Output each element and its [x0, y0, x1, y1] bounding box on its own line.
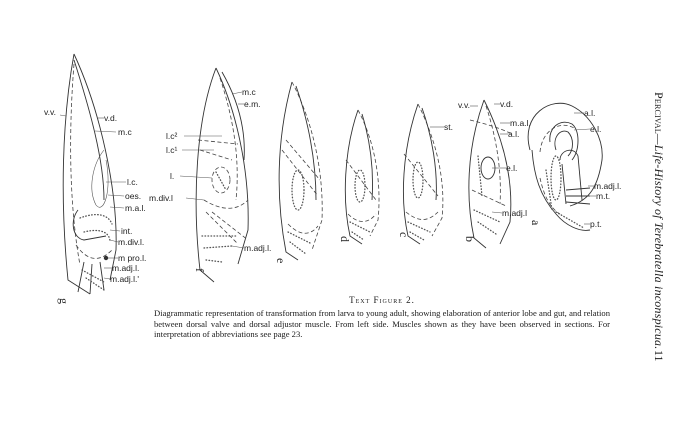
- figure-letter-e: e: [274, 258, 288, 264]
- label-st: st.: [444, 122, 453, 132]
- label-v-d: v.d.: [500, 99, 514, 109]
- label-m-div-l: m.div.l: [149, 193, 173, 203]
- figure-letter-a: a: [529, 220, 543, 226]
- label-l-c2: l.c²: [166, 131, 178, 141]
- specimen-c: [397, 104, 453, 244]
- label-m-adj-l: m.adj.l.: [594, 181, 622, 191]
- label-m-div-l: m.div.l.: [118, 237, 145, 247]
- label-m-adj-l: m.adj.l: [502, 208, 528, 218]
- label-int: int.: [121, 226, 133, 236]
- label-e-m: e.m.: [244, 99, 261, 109]
- specimen-e: [274, 82, 322, 263]
- caption-body: Diagrammatic representation of transformation from larva to young adult, showing elaboration of anterior lobe and gut, and relation between dorsal valve and dorsal adjustor muscle. From left side. Muscles shown as they have been observed in sections. For interpretation of abbreviations see page 23.: [154, 308, 610, 339]
- label-a-l: a.l.: [508, 129, 520, 139]
- label-e-l: e.l.: [506, 163, 518, 173]
- figure-letter-b: b: [463, 236, 477, 242]
- label-m-t: m.t.: [596, 191, 611, 201]
- label-m-adj-l: m.adj.l.: [244, 243, 272, 253]
- figure-letter-g: g: [57, 298, 71, 304]
- label-m-a-l: m.a.l.: [125, 203, 146, 213]
- label-p-t: p.t.: [590, 219, 602, 229]
- label-l-c: l.c.: [127, 177, 138, 187]
- label-m-pro-l: m pro.l.: [118, 253, 147, 263]
- figure-letter-d: d: [338, 236, 352, 242]
- specimen-a-labels: [574, 108, 621, 229]
- specimen-g: [44, 54, 146, 304]
- label-v-v: v.v.: [458, 100, 470, 110]
- specimen-f-labels: [149, 87, 271, 253]
- label-m-c: m.c: [242, 87, 256, 97]
- label-l-c1: l.c¹: [166, 145, 178, 155]
- label-l: l.: [170, 171, 175, 181]
- label-e-l: e.l.: [590, 124, 602, 134]
- figure-letter-c: c: [397, 232, 411, 238]
- label-v-v: v.v.: [44, 107, 56, 117]
- running-head-title: —Life-History of Terebratella inconspicua.: [652, 133, 666, 350]
- running-head: [651, 92, 666, 349]
- caption-title: Text Figure 2.: [349, 295, 415, 305]
- specimen-d: [338, 110, 379, 244]
- label-m-a-l: m.a.l.: [510, 118, 531, 128]
- label-m-adj-l-prime: m.adj.l.': [110, 274, 140, 284]
- page-number: 11: [652, 350, 666, 362]
- specimen-b: [458, 99, 531, 248]
- specimen-f: [149, 68, 271, 282]
- running-head-author: Percival: [652, 92, 666, 134]
- label-v-d: v.d.: [104, 113, 118, 123]
- label-a-l: a.l.: [584, 108, 596, 118]
- label-oes: oes.: [125, 191, 142, 201]
- label-m-c: m.c: [118, 127, 132, 137]
- figure-letter-f: f: [193, 268, 207, 272]
- specimen-a: [528, 103, 621, 230]
- figure-caption: [154, 295, 610, 339]
- label-m-adj-l: m.adj.l.: [112, 263, 140, 273]
